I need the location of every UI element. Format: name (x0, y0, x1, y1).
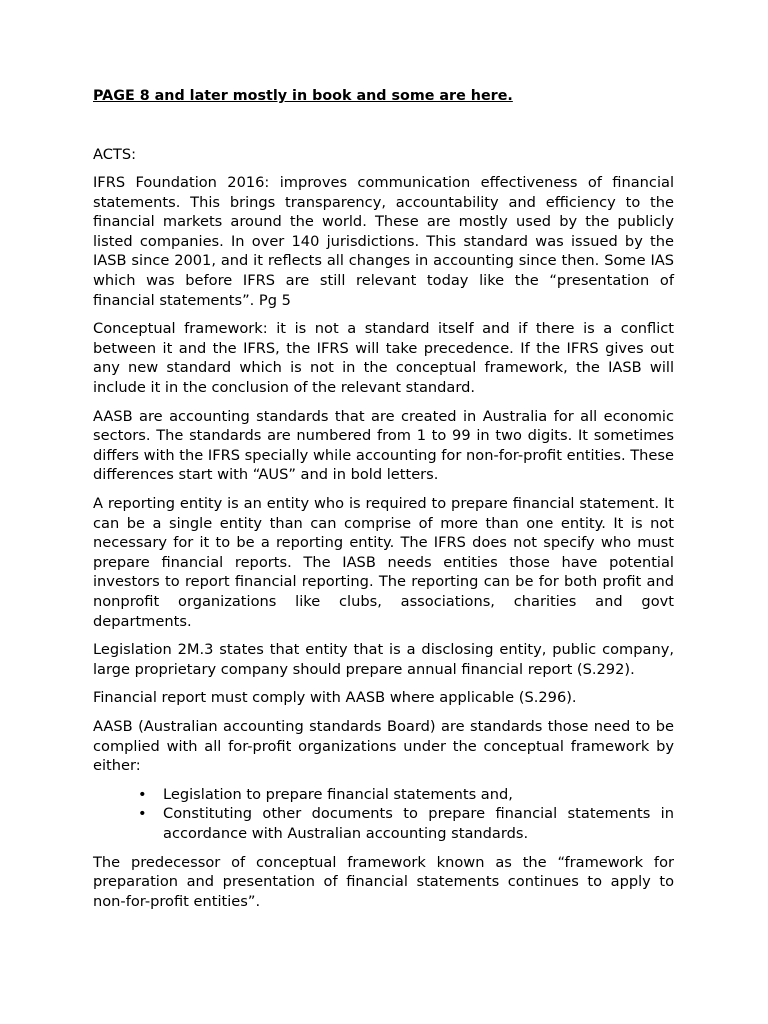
paragraph-aasb-board: AASB (Australian accounting standards Board) are standards those need to be complied with all for-profit organizations under the conceptual framework by either: (93, 717, 674, 775)
bullet-text: Constituting other documents to prepare financial statements in accordance with Australian accounting standards. (163, 805, 674, 842)
paragraph-acts: ACTS: (93, 145, 137, 163)
paragraph-closing: The predecessor of conceptual framework known as the “framework for preparation and presentation of financial statements continues to apply to non-for-profit entities”. (93, 853, 674, 910)
paragraph-reporting-entity: A reporting entity is an entity who is required to prepare financial statement. It can be a single entity than can comprise of more than one entity. It is not necessary for it to be a reporting entity. The IFRS does not specify who must prepare financial reports. The IASB needs entities those have potential investors to report financial reporting. The reporting can be for both profit and nonprofit organizations like clubs, associations, charities and govt departments. (93, 495, 674, 630)
paragraph-financial-report: Financial report must comply with AASB where applicable (S.296). (93, 689, 577, 707)
paragraph-aasb: AASB are accounting standards that are created in Australia for all economic sectors. The standards are numbered from 1 to 99 in two digits. It sometimes differs with the IFRS specially while accounting for non-for-profit entities. These differences start with “AUS” and in bold letters. (93, 407, 674, 484)
page-heading: PAGE 8 and later mostly in book and some are here. (93, 88, 513, 104)
bullet-item (138, 785, 674, 805)
heading-spacer (93, 107, 674, 145)
bullet-list (93, 785, 674, 844)
bullet-marker: • (138, 805, 147, 823)
paragraph-legislation: Legislation 2M.3 states that entity that is a disclosing entity, public company, large proprietary company should prepare annual financial report (S.292). (93, 641, 674, 678)
bullet-item (138, 804, 674, 843)
bullet-marker: • (138, 785, 147, 803)
bullet-text: Legislation to prepare financial statements and, (163, 785, 513, 803)
paragraph-ifrs-foundation: IFRS Foundation 2016: improves communication effectiveness of financial statements. This brings transparency, accountability and efficiency to the financial markets around the world. These are mostly used by the publicly listed companies. In over 140 jurisdictions. This standard was issued by the IASB since 2001, and it reflects all changes in accounting since then. Some IAS which was before IFRS are still relevant today like the “presentation of financial statements”. Pg 5 (93, 174, 674, 309)
paragraph-conceptual-framework: Conceptual framework: it is not a standard itself and if there is a conflict between it and the IFRS, the IFRS will take precedence. If the IFRS gives out any new standard which is not in the conceptual framework, the IASB will include it in the conclusion of the relevant standard. (93, 320, 674, 397)
